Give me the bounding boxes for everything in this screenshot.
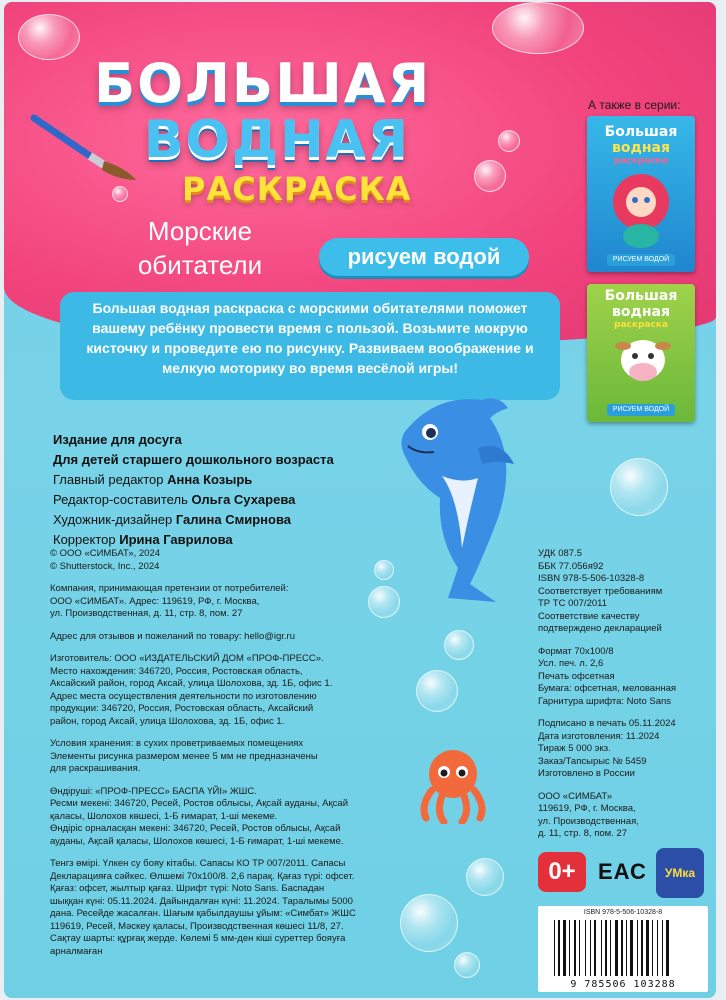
- print-info-line: Заказ/Тапсырыс № 5459: [538, 755, 647, 767]
- barcode-bar: [637, 920, 638, 976]
- barcode-bar: [605, 920, 607, 976]
- cover-title-line3: РАСКРАСКА: [182, 170, 412, 208]
- bubble-decoration: [444, 630, 474, 660]
- legal-left: [50, 548, 380, 968]
- format-line: Усл. печ. л. 2,6: [538, 658, 604, 669]
- credit-row: [53, 530, 334, 550]
- format-line: Формат 70х100/8: [538, 645, 614, 657]
- audience: Для детей старшего дошкольного возраста: [53, 452, 334, 467]
- barcode: [538, 906, 708, 992]
- description-text: Большая водная раскраска с морскими обитателями поможет вашему ребёнку провести время с пользой. Возьмите мокрую кисточку и проведите ею по рисунку. Развиваем воображение и мелкую моторику во время весёлой игры!: [86, 300, 534, 376]
- cow-illustration: [613, 334, 673, 396]
- print-info-line: Дата изготовления: 11.2024: [538, 730, 660, 742]
- series-book-title-3: раскраска: [614, 156, 668, 166]
- print-info-line: Тираж 5 000 экз.: [538, 743, 611, 754]
- imprint-line: УДК 087.5: [538, 548, 582, 559]
- series-book-footer: РИСУЕМ ВОДОЙ: [607, 254, 675, 266]
- mermaid-illustration: [609, 172, 673, 252]
- barcode-bars: [552, 920, 694, 978]
- storage-block: [50, 738, 380, 776]
- imprint-line: ББК 77.056я92: [538, 560, 604, 572]
- series-book-mermaid: [587, 116, 695, 272]
- credit-role: Главный редактор: [53, 472, 164, 487]
- bubble-decoration: [610, 458, 668, 516]
- edition-type: Издание для досуга: [53, 432, 182, 447]
- kazakh-line: 119619, Ресей, Мәскеу қаласы, Производственная көшесі 11/8, 27.: [50, 920, 344, 932]
- bubble-decoration: [112, 186, 128, 202]
- imprint-line: Соответствие качеству: [538, 610, 640, 622]
- barcode-bar: [662, 920, 663, 976]
- credit-role: Художник-дизайнер: [53, 512, 173, 527]
- feedback-block: [50, 631, 380, 644]
- age-rating-badge: 0+: [538, 852, 586, 892]
- barcode-bar: [574, 920, 576, 976]
- kazakh-line: ауданы, Ақсай қаласы, Шолохов көшесі, 1-Б ғимарат, 1-ші мекеме.: [50, 835, 344, 847]
- storage-line: Условия хранения: в сухих проветриваемых помещениях: [50, 738, 304, 749]
- imprint-line: ТР ТС 007/2011: [538, 598, 608, 609]
- barcode-bar: [641, 920, 643, 976]
- series-book-title-2: водная: [612, 140, 670, 156]
- paintbrush-icon: [30, 114, 140, 184]
- bubble-decoration: [466, 858, 504, 896]
- series-book-footer: РИСУЕМ ВОДОЙ: [607, 404, 675, 416]
- barcode-bar: [666, 920, 669, 976]
- cover-subtitle: Морские обитатели: [137, 216, 263, 280]
- manufacturer-line: район, город Аксай, улица Шолохова, зд. 1Б, офис 1.: [50, 715, 285, 727]
- series-book-title-1: Большая: [604, 288, 678, 304]
- credit-name: Анна Козырь: [167, 472, 253, 487]
- bubble-decoration: [400, 894, 458, 952]
- credit-row: [53, 510, 334, 530]
- bubble-decoration: [474, 160, 506, 192]
- company-line: Компания, принимающая претензии от потребителей:: [50, 583, 289, 594]
- kazakh-line: Өндіруші: «ПРОФ-ПРЕСС» БАСПА ҮЙІ» ЖШС.: [50, 785, 257, 797]
- kazakh-line: Өндіріс орналасқан мекені: 346720, Ресей, Ростов облысы, Ақсай: [50, 823, 341, 834]
- barcode-bar: [621, 920, 623, 976]
- copyright-line: © Shutterstock, Inc., 2024: [50, 560, 160, 572]
- company-block: [50, 583, 380, 621]
- company-line: ООО «СИМБАТ». Адрес: 119619, РФ, г. Москва,: [50, 595, 260, 607]
- kazakh-details-block: [50, 858, 380, 958]
- cover-title-line1: БОЛЬШАЯ: [94, 52, 432, 115]
- manufacturer-line: Адрес места осуществления деятельности по изготовлению: [50, 690, 317, 702]
- bubble-decoration: [18, 14, 80, 60]
- barcode-bar: [652, 920, 653, 976]
- book-cover: [4, 2, 716, 998]
- storage-line: для раскрашивания.: [50, 763, 141, 774]
- series-book-farm: [587, 284, 695, 422]
- kazakh-line: дана. Ресейде жасалған. Шағым қабылдаушы ұйым: «Симбат» ЖШС: [50, 908, 356, 919]
- series-book-title-1: Большая: [604, 124, 678, 140]
- storage-line: Элементы рисунка размером менее 5 мм не предназначены: [50, 750, 318, 762]
- credit-name: Ирина Гаврилова: [119, 532, 233, 547]
- credit-name: Ольга Сухарева: [191, 492, 296, 507]
- draw-with-water-badge: рисуем водой: [319, 238, 529, 276]
- barcode-isbn: ISBN 978-5-506-10328-8: [583, 909, 663, 916]
- bubble-decoration: [416, 670, 458, 712]
- print-info-line: Изготовлено в России: [538, 768, 635, 779]
- copyright-line: © ООО «СИМБАТ», 2024: [50, 548, 161, 559]
- credit-role: Редактор-составитель: [53, 492, 188, 507]
- barcode-bar: [626, 920, 627, 976]
- kazakh-line: Сақтау шарты: құрғақ жерде. Көлемі 5 мм-ден кіші суреттер бояуға: [50, 933, 346, 944]
- barcode-bar: [579, 920, 580, 976]
- barcode-bar: [610, 920, 611, 976]
- credit-role: Корректор: [53, 532, 116, 547]
- bubble-decoration: [498, 130, 520, 152]
- barcode-bar: [558, 920, 560, 976]
- barcode-bar: [554, 920, 555, 976]
- publisher-address-block: [538, 791, 714, 841]
- imprint-line: подтверждено декларацией: [538, 623, 662, 634]
- kazakh-line: Қағаз: офсет, жылтыр қағаз. Шрифт түрі: Noto Sans. Баспадан: [50, 883, 325, 894]
- barcode-bar: [563, 920, 566, 976]
- barcode-bar: [646, 920, 649, 976]
- manufacturer-line: Изготовитель: ООО «ИЗДАТЕЛЬСКИЙ ДОМ «ПРОФ-ПРЕСС».: [50, 653, 324, 664]
- barcode-bar: [594, 920, 596, 976]
- publisher-line: 119619, РФ, г. Москва,: [538, 803, 636, 814]
- dolphin-illustration: [378, 388, 534, 610]
- manufacturer-line: продукции: 346720, Россия, Ростовская область, Аксайский: [50, 703, 314, 714]
- kazakh-line: Ресми мекені: 346720, Ресей, Ростов облысы, Ақсай ауданы, Ақсай: [50, 798, 349, 809]
- format-line: Гарнитура шрифта: Noto Sans: [538, 695, 672, 707]
- kazakh-line: Декларацияға сәйкес. Өлшемі 70х100/8. 2,6 парақ. Қағаз түрі: офсет.: [50, 870, 355, 882]
- kazakh-line: қаласы, Шолохов көшесі, 1-Б ғимарат, 1-ші мекеме.: [50, 810, 278, 822]
- publisher-line: ул. Производственная,: [538, 815, 639, 827]
- manufacturer-line: Аксайский район, город Аксай, улица Шолохова, зд. 1Б, офис 1.: [50, 678, 333, 689]
- print-info-line: Подписано в печать 05.11.2024: [538, 718, 676, 729]
- kazakh-line: шыққан күні: 05.11.2024. Дайындалған күні: 11.2024. Таралымы 5000: [50, 895, 353, 907]
- credit-row: [53, 490, 334, 510]
- publisher-line: ООО «СИМБАТ»: [538, 790, 612, 802]
- eac-mark: ЕАС: [598, 859, 647, 884]
- series-book-title-2: водная: [612, 304, 670, 320]
- manufacturer-line: Место нахождения: 346720, Россия, Ростовская область,: [50, 665, 303, 677]
- imprint-line: Соответствует требованиям: [538, 585, 663, 597]
- company-line: ул. Производственная, д. 11, стр. 8, пом. 27: [50, 608, 243, 619]
- series-book-title-3: раскраска: [614, 320, 668, 330]
- bubble-decoration: [492, 2, 584, 54]
- barcode-bar: [569, 920, 570, 976]
- barcode-number: 9 785506 103288: [570, 979, 676, 990]
- series-label: А также в серии:: [588, 98, 681, 112]
- imprint-block: [538, 548, 714, 636]
- barcode-bar: [615, 920, 618, 976]
- kazakh-line: Тенгз өмірі. Үлкен су бояу кітабы. Сапасы КО ТР 007/2011. Сапасы: [50, 858, 346, 869]
- barcode-bar: [657, 920, 658, 976]
- credit-name: Галина Смирнова: [175, 512, 291, 527]
- bubble-decoration: [454, 952, 480, 978]
- kazakh-manufacturer-block: [50, 786, 380, 849]
- book-description: [60, 292, 560, 400]
- publisher-line: д. 11, стр. 8, пом. 27: [538, 828, 627, 839]
- cover-title-line2: ВОДНАЯ: [144, 110, 410, 170]
- feedback-line: Адрес для отзывов и пожеланий по товару: hello@igr.ru: [50, 630, 296, 642]
- manufacturer-block: [50, 653, 380, 728]
- format-line: Бумага: офсетная, мелованная: [538, 683, 677, 694]
- format-block: [538, 646, 714, 709]
- format-line: Печать офсетная: [538, 670, 615, 682]
- imprint-line: ISBN 978-5-506-10328-8: [538, 573, 645, 584]
- copyright-block: [50, 548, 380, 573]
- credits-block: [53, 430, 334, 550]
- octopus-illustration: [414, 744, 492, 824]
- barcode-bar: [585, 920, 586, 976]
- barcode-bar: [590, 920, 591, 976]
- barcode-bar: [601, 920, 602, 976]
- legal-right: [538, 548, 714, 851]
- credit-row: [53, 470, 334, 490]
- barcode-bar: [630, 920, 633, 976]
- umka-logo: УМка: [656, 848, 704, 898]
- kazakh-line: арналмаған: [50, 945, 103, 957]
- print-info-block: [538, 718, 714, 781]
